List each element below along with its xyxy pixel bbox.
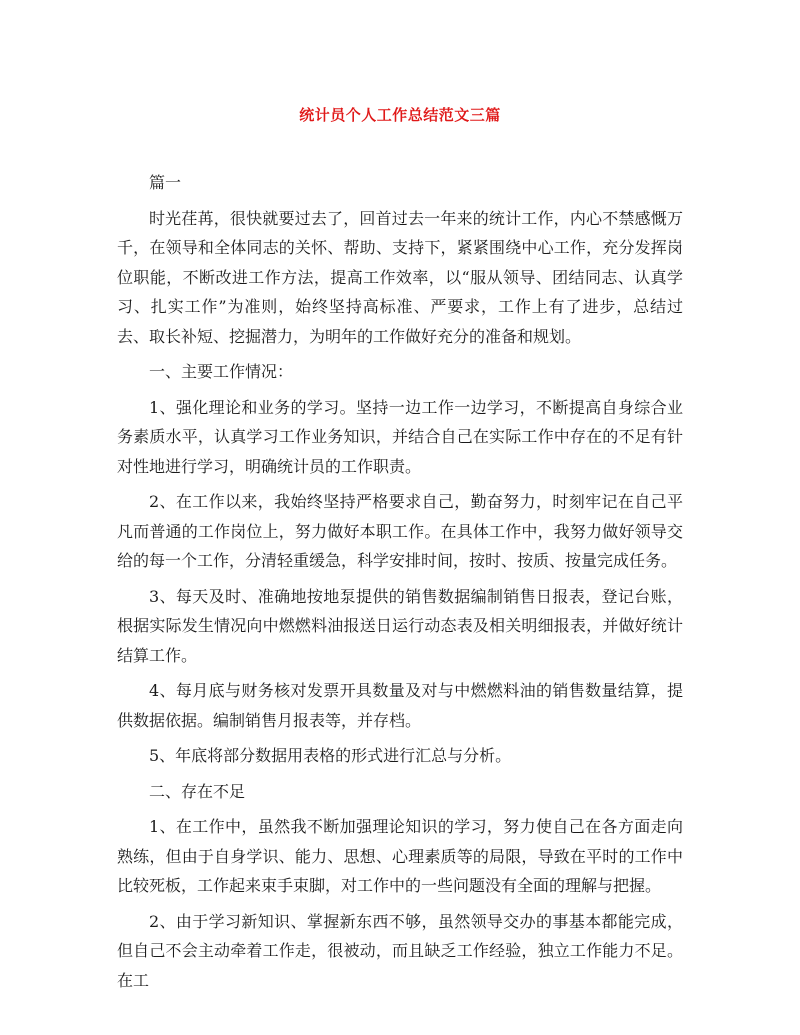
body-paragraph: 4、每月底与财务核对发票开具数量及对与中燃燃料油的销售数量结算，提供数据依据。编制销售月报表等，并存档。 — [117, 681, 683, 730]
body-paragraph: 1、在工作中，虽然我不断加强理论知识的学习，努力使自己在各方面走向熟练，但由于自身学识、能力、思想、心理素质等的局限，导致在平时的工作中比较死板，工作起来束手束脚，对工作中的一些问题没有全面的理解与把握。 — [117, 817, 683, 895]
section-label: 篇一 — [149, 173, 182, 192]
body-paragraph: 时光荏苒，很快就要过去了，回首过去一年来的统计工作，内心不禁感慨万千，在领导和全体同志的关怀、帮助、支持下，紧紧围绕中心工作，充分发挥岗位职能，不断改进工作方法，提高工作效率，以“服从领导、团结同志、认真学习、扎实工作”为准则，始终坚持高标准、严要求，工作上有了进步，总结过去、取长补短、挖掘潜力，为明年的工作做好充分的准备和规划。 — [117, 208, 683, 346]
body-paragraph: 5、年底将部分数据用表格的形式进行汇总与分析。 — [149, 746, 512, 765]
section-heading: 一、主要工作情况： — [149, 362, 294, 381]
body-paragraph: 3、每天及时、准确地按地泵提供的销售数据编制销售日报表，登记台账，根据实际发生情况向中燃燃料油报送日运行动态表及相关明细报表，并做好统计结算工作。 — [117, 586, 683, 665]
body-paragraph: 1、强化理论和业务的学习。坚持一边工作一边学习，不断提高自身综合业务素质水平，认真学习工作业务知识，并结合自己在实际工作中存在的不足有针对性地进行学习，明确统计员的工作职责。 — [117, 397, 683, 476]
section-heading: 二、存在不足 — [149, 781, 246, 801]
body-paragraph: 2、由于学习新知识、掌握新东西不够，虽然领导交办的事基本都能完成，但自己不会主动牵着工作走，很被动，而且缺乏工作经验，独立工作能力不足。在工 — [117, 911, 683, 990]
body-paragraph: 2、在工作以来，我始终坚持严格要求自己，勤奋努力，时刻牢记在自己平凡而普通的工作岗位上，努力做好本职工作。在具体工作中，我努力做好领导交给的每一个工作，分清轻重缓急，科学安排时间，按时、按质、按量完成任务。 — [117, 492, 683, 570]
document-body — [117, 168, 683, 1001]
document-title: 统计员个人工作总结范文三篇 — [299, 106, 501, 124]
